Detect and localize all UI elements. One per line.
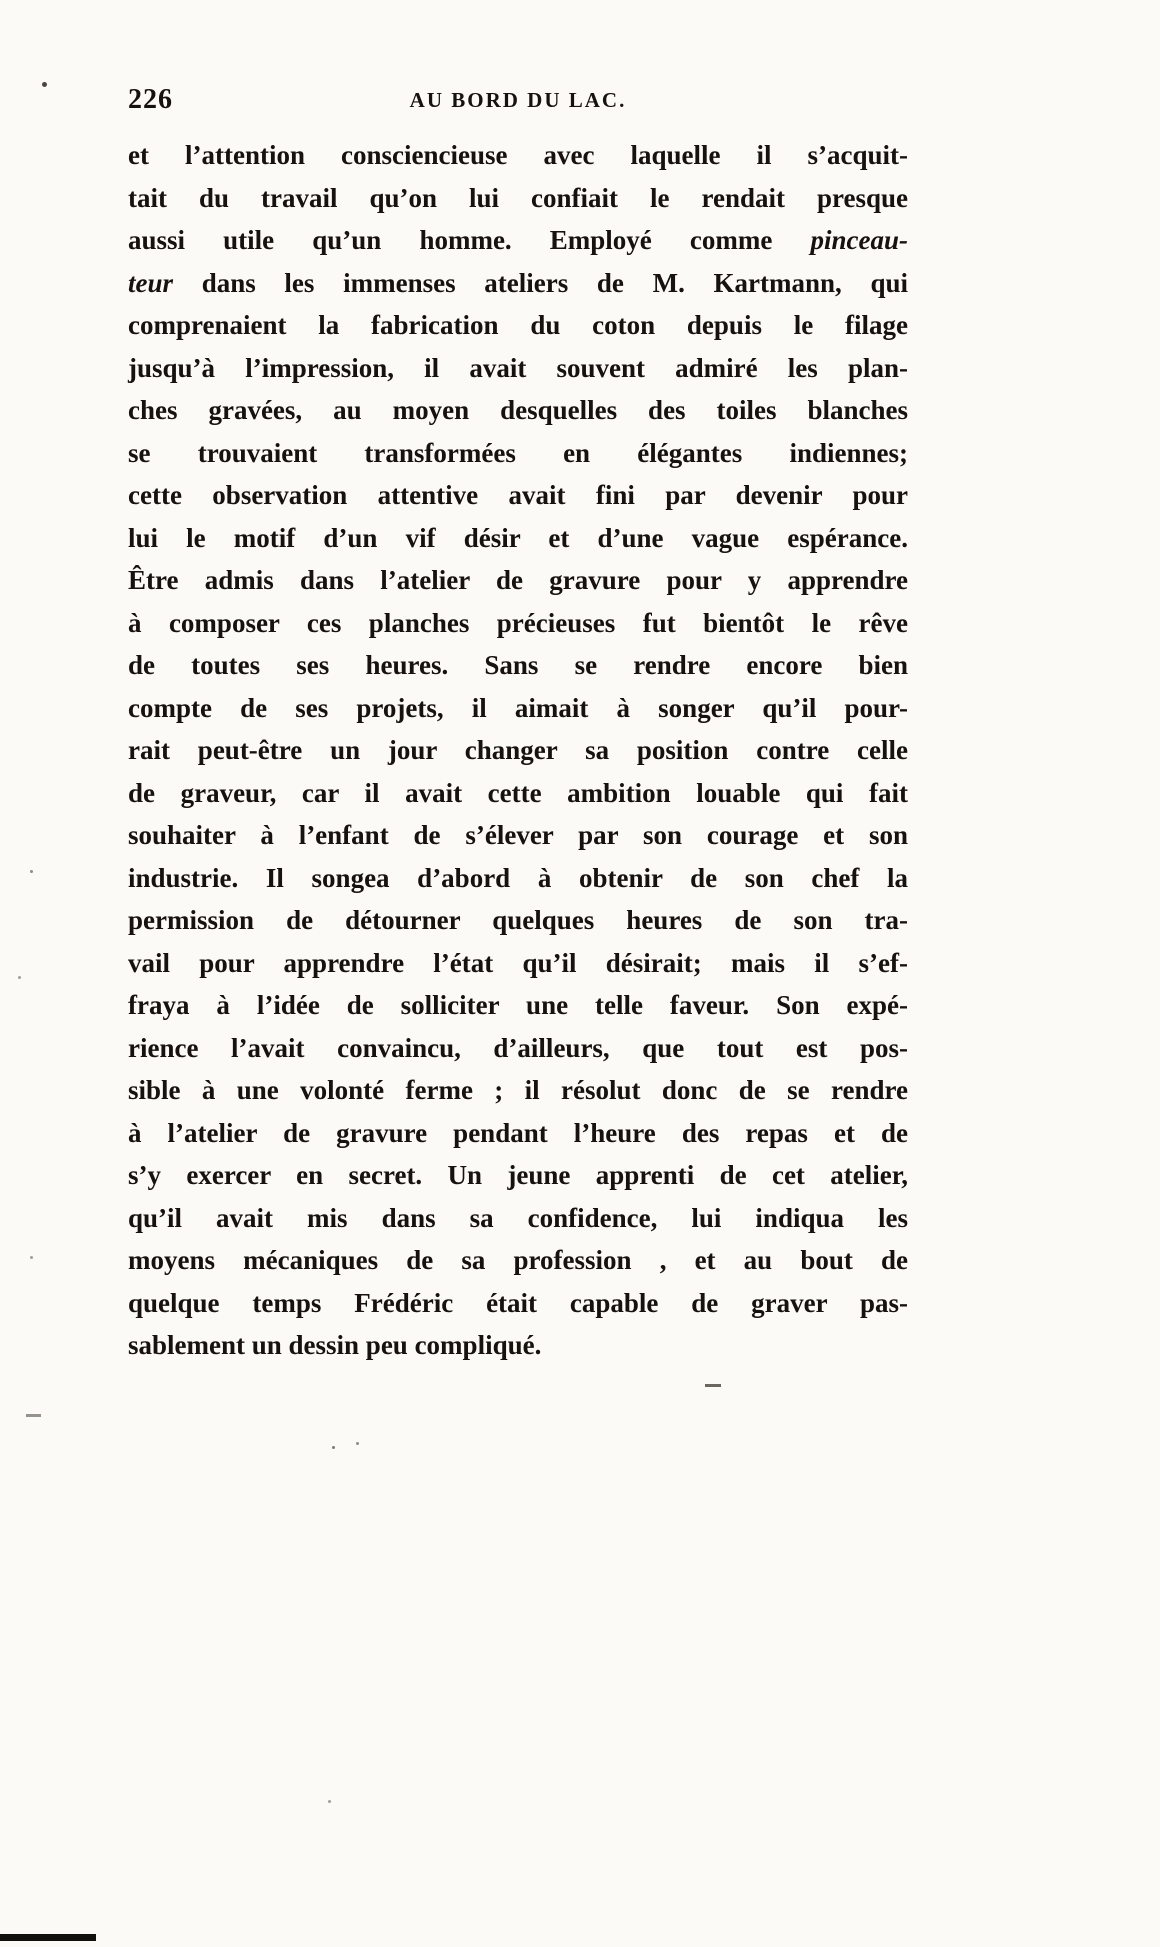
text-line bbox=[128, 559, 908, 602]
text-line bbox=[128, 1239, 908, 1282]
text-line bbox=[128, 474, 908, 517]
body-text bbox=[128, 134, 908, 1367]
plain-text: lui le motif d’un vif désir et d’une vague espérance. bbox=[128, 522, 908, 553]
text-line bbox=[128, 262, 908, 305]
plain-text: cette observation attentive avait fini par devenir pour bbox=[128, 480, 908, 510]
plain-text: permission de détourner quelques heures de son tra- bbox=[128, 905, 908, 935]
page-number: 226 bbox=[128, 84, 173, 115]
running-title: AU BORD DU LAC. bbox=[409, 88, 627, 112]
scan-speck bbox=[332, 1446, 335, 1449]
plain-text: à composer ces planches précieuses fut bientôt le rêve bbox=[128, 607, 908, 638]
text-line bbox=[128, 347, 908, 390]
plain-text: jusqu’à l’impression, il avait souvent admiré les plan- bbox=[128, 352, 908, 383]
plain-text: fraya à l’idée de solliciter une telle faveur. Son expé- bbox=[128, 990, 908, 1020]
plain-text: industrie. Il songea d’abord à obtenir de son chef la bbox=[128, 862, 908, 893]
text-line bbox=[128, 1324, 908, 1367]
plain-text: de toutes ses heures. Sans se rendre encore bien bbox=[128, 650, 908, 680]
plain-text: à l’atelier de gravure pendant l’heure des repas et de bbox=[128, 1117, 908, 1148]
plain-text: dans les immenses ateliers de M. Kartmann, qui bbox=[173, 267, 908, 298]
text-line bbox=[128, 1027, 908, 1070]
scan-speck bbox=[328, 1800, 331, 1803]
italic-text: teur bbox=[128, 267, 174, 298]
plain-text: tait du travail qu’on lui confiait le rendait presque bbox=[128, 182, 908, 213]
plain-text: souhaiter à l’enfant de s’élever par son courage et son bbox=[128, 820, 908, 850]
plain-text: et l’attention consciencieuse avec laquelle il s’acquit- bbox=[128, 140, 908, 170]
plain-text: vail pour apprendre l’état qu’il désirait; mais il s’ef- bbox=[128, 947, 908, 978]
text-line bbox=[128, 687, 908, 730]
text-line bbox=[128, 177, 908, 220]
plain-text: Être admis dans l’atelier de gravure pour y apprendre bbox=[128, 565, 908, 595]
text-line bbox=[128, 219, 908, 262]
text-line bbox=[128, 814, 908, 857]
plain-text: comprenaient la fabrication du coton depuis le filage bbox=[128, 310, 908, 340]
text-line bbox=[128, 729, 908, 772]
text-line bbox=[128, 517, 908, 560]
plain-text: sablement un dessin peu compliqué. bbox=[128, 1330, 542, 1360]
text-line bbox=[128, 942, 908, 985]
text-line bbox=[128, 389, 908, 432]
scan-edge-bar bbox=[0, 1934, 96, 1941]
page-header bbox=[128, 84, 908, 118]
plain-text: aussi utile qu’un homme. Employé comme bbox=[128, 225, 811, 255]
text-line bbox=[128, 1154, 908, 1197]
scan-speck bbox=[356, 1442, 359, 1445]
text-line bbox=[128, 432, 908, 475]
plain-text: qu’il avait mis dans sa confidence, lui indiqua les bbox=[128, 1202, 908, 1233]
plain-text: rait peut-être un jour changer sa position contre celle bbox=[128, 735, 908, 765]
plain-text: s’y exercer en secret. Un jeune apprenti de cet atelier, bbox=[128, 1160, 908, 1190]
plain-text: moyens mécaniques de sa profession , et au bout de bbox=[128, 1245, 908, 1275]
scan-speck bbox=[18, 976, 21, 979]
plain-text: de graveur, car il avait cette ambition louable qui fait bbox=[128, 777, 908, 808]
text-line bbox=[128, 1112, 908, 1155]
text-line bbox=[128, 772, 908, 815]
text-line bbox=[128, 1069, 908, 1112]
text-line bbox=[128, 134, 908, 177]
plain-text: se trouvaient transformées en élégantes indiennes; bbox=[128, 437, 908, 468]
italic-text: pinceau- bbox=[810, 225, 908, 255]
text-line bbox=[128, 857, 908, 900]
text-line bbox=[128, 304, 908, 347]
plain-text: compte de ses projets, il aimait à songer qu’il pour- bbox=[128, 692, 908, 723]
text-line bbox=[128, 899, 908, 942]
plain-text: quelque temps Frédéric était capable de graver pas- bbox=[128, 1287, 908, 1318]
scan-speck bbox=[30, 870, 33, 873]
text-line bbox=[128, 644, 908, 687]
scan-dash bbox=[705, 1384, 721, 1387]
scan-dash bbox=[26, 1414, 41, 1417]
text-line bbox=[128, 602, 908, 645]
text-line bbox=[128, 984, 908, 1027]
scan-speck bbox=[30, 1256, 33, 1259]
text-line bbox=[128, 1282, 908, 1325]
plain-text: rience l’avait convaincu, d’ailleurs, que tout est pos- bbox=[128, 1032, 908, 1063]
scan-speck bbox=[42, 82, 47, 87]
plain-text: ches gravées, au moyen desquelles des toiles blanches bbox=[128, 395, 908, 425]
plain-text: sible à une volonté ferme ; il résolut donc de se rendre bbox=[128, 1075, 908, 1105]
text-line bbox=[128, 1197, 908, 1240]
